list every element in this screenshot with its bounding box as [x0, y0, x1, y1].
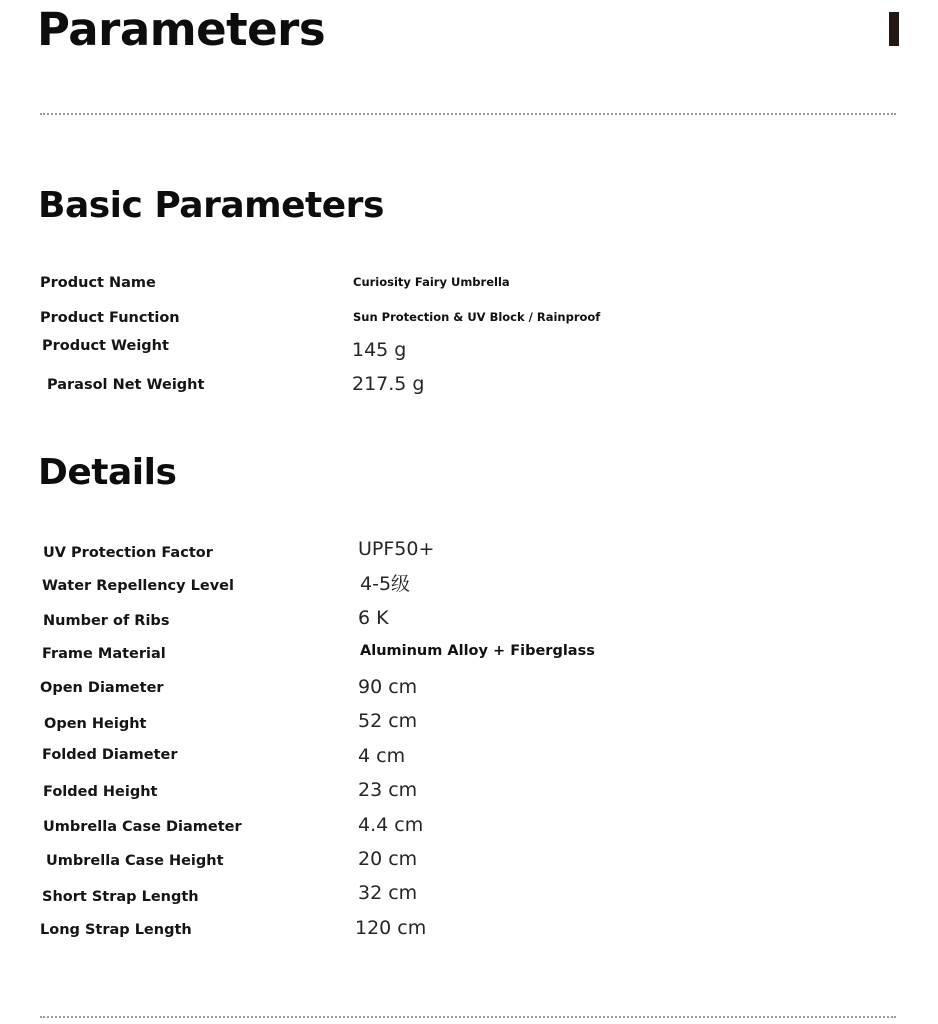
short-strap-length-label: Short Strap Length: [42, 889, 199, 905]
water-repellency-level-value: 4-5级: [360, 573, 411, 595]
open-diameter-label: Open Diameter: [40, 680, 164, 696]
frame-material-value: Aluminum Alloy + Fiberglass: [360, 643, 595, 659]
product-name-label: Product Name: [40, 275, 156, 291]
long-strap-length-value: 120 cm: [355, 917, 427, 939]
open-diameter-value: 90 cm: [358, 676, 418, 698]
umbrella-case-height-value: 20 cm: [358, 848, 418, 870]
corner-bar-decoration: [889, 12, 899, 46]
number-of-ribs-value: 6 K: [358, 607, 389, 629]
product-function-label: Product Function: [40, 310, 180, 326]
umbrella-case-height-label: Umbrella Case Height: [46, 853, 224, 869]
top-divider: [40, 113, 896, 115]
product-weight-label: Product Weight: [42, 338, 169, 354]
uv-protection-factor-value: UPF50+: [358, 538, 435, 560]
product-weight-value: 145 g: [352, 339, 407, 361]
details-heading: Details: [38, 452, 177, 493]
folded-height-value: 23 cm: [358, 779, 418, 801]
product-function-value: Sun Protection & UV Block / Rainproof: [353, 310, 601, 324]
folded-diameter-value: 4 cm: [358, 745, 406, 767]
bottom-divider: [40, 1016, 896, 1018]
product-name-value: Curiosity Fairy Umbrella: [353, 275, 510, 289]
umbrella-case-diameter-label: Umbrella Case Diameter: [43, 819, 242, 835]
parasol-net-weight-value: 217.5 g: [352, 373, 425, 395]
open-height-label: Open Height: [44, 716, 147, 732]
long-strap-length-label: Long Strap Length: [40, 922, 192, 938]
folded-diameter-label: Folded Diameter: [42, 747, 178, 763]
basic-parameters-heading: Basic Parameters: [38, 185, 384, 226]
water-repellency-level-label: Water Repellency Level: [42, 578, 234, 594]
number-of-ribs-label: Number of Ribs: [43, 613, 170, 629]
parasol-net-weight-label: Parasol Net Weight: [47, 377, 205, 393]
uv-protection-factor-label: UV Protection Factor: [43, 545, 213, 561]
open-height-value: 52 cm: [358, 710, 418, 732]
page-title: Parameters: [37, 3, 326, 56]
folded-height-label: Folded Height: [43, 784, 158, 800]
short-strap-length-value: 32 cm: [358, 882, 418, 904]
umbrella-case-diameter-value: 4.4 cm: [358, 814, 424, 836]
frame-material-label: Frame Material: [42, 646, 166, 662]
